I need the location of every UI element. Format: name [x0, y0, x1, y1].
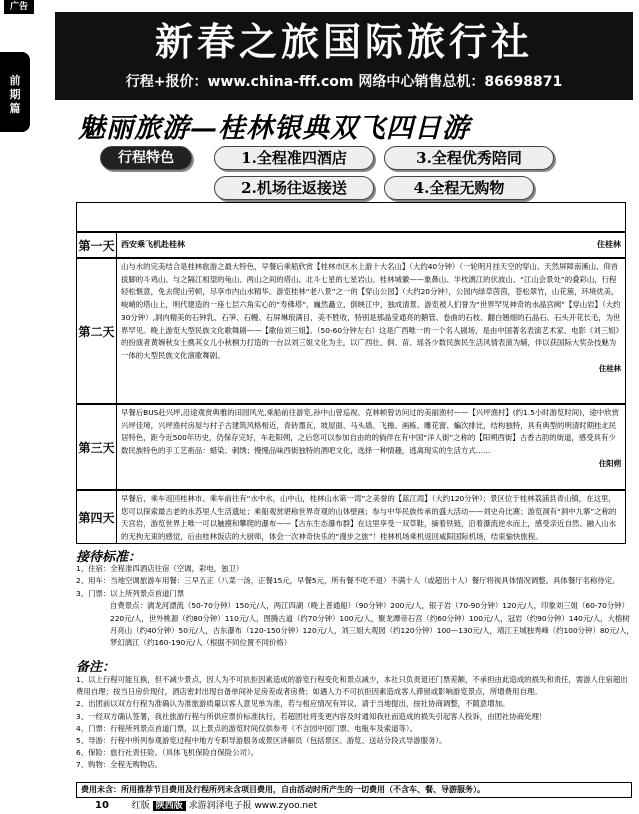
feature-item: 3.全程优秀陪同	[384, 146, 554, 170]
day-text: 早餐后，乘车返回桂林市。乘车前往有“水中水，山中山，桂林山水第一湾”之美誉的【蓝江湾】（大约120分钟）；景区位于桂林荔浦县青山镇，在这里，您可以探索最古老的永苏里人生活遗址；乘船观赏堪称世界奇观的山体壁画；参与中华民族传承的盛大活动——刘史舟比赛；游览洞有“洞中九寨”之称的天宫岩，游览世界上唯一可以触摸和攀爬的瀑布——【古东生态瀑布群】在这里享受一双草鞋，摘着铁链，沿着瀑流逆水而上，感受亲近自然、融入山水的无拘无束的感觉，后由桂林饭店的大厨师，体会一次神奇快乐的“漫步之旅”！桂林机场乘机返回咸阳国际机场，结束愉快旅程。	[121, 494, 617, 542]
day-label: 第一天	[77, 233, 117, 257]
note-item: 5、导游：行程中所列参观游览过程中地方专职导游服务或景区讲解员（包括景区、游览、送站分段式导游服务）。	[76, 736, 447, 746]
day-hotel: 住桂林	[597, 239, 621, 249]
excluded-costs-bar: 费用未含：所用推荐节目费用及行程所列未含项目费用，自由活动时所产生的一切费用（不含车、餐、导游服务）。	[76, 782, 632, 798]
day-text: 西安乘飞机赴桂林	[121, 239, 185, 249]
day-description	[117, 259, 625, 403]
edition-label: 红版	[131, 801, 150, 811]
day-label: 第三天	[77, 405, 117, 489]
standards-list	[76, 563, 636, 650]
day-description	[117, 491, 625, 543]
footer-slogan: 求游润泽电子报 www.zyoo.net	[188, 801, 318, 811]
standard-item: 3、门票：以上所列景点首道门票	[76, 588, 185, 598]
day-hotel: 住阳朔	[598, 458, 621, 468]
notes-list	[76, 674, 632, 772]
standard-item: 自费景点：漓龙河漂流（50-70分钟）150元/人，两江四湖（晚上普通船）（90分钟）200元/人，银子岩（70-90分钟）120元/人，印象刘三姐（60-70分钟）220元/人，世外桃源（约80分钟）110元/人，图腾古道（约70分钟）100元/人，聚龙潭帝石宫（约60分钟）100元/人，冠岩（约90分钟）140元/人，大榕树月亮山（约40分钟）50元/人，古东瀑布（120-150分钟）120元/人，刘三姐大观园（约120分钟）100—130元/人，靖江王城独秀峰（约100分钟）80元/人，梦幻漓江（约160-190元/人（根据不同位置不同价格）	[110, 601, 634, 648]
note-item: 1、以上行程可能互换，但不减少景点，因人为不可抗拒因素造成的游览行程变化和景点减少，本社只负责退还门票差额，不承担由此造成的损失和责任，需游人住宿超出费用自理；按当日房价现付，酒店密封出现自备单间补足房差或者房费；如遇人力不可抗拒因素造成客人滞留或影响游览景点，所增费用自理。	[76, 675, 628, 697]
day-description	[117, 405, 625, 489]
edition-brand: 陕西版	[153, 801, 186, 811]
itinerary-day	[76, 490, 626, 544]
itinerary-day	[76, 258, 626, 404]
note-item: 4、门票：行程所列景点首道门票，以上景点的游览时间仅供参考（不含园中园门票、电瓶车及索道等）。	[76, 723, 417, 733]
note-item: 7、购物：全程无购物店。	[76, 760, 163, 770]
note-item: 2、出团前以双方行程为准确认为准旅游质量以客人意见单为准，若与相应情况有异议，请于当地提出，按社协商调整，不随意增加。	[76, 699, 510, 709]
day-description	[117, 233, 625, 257]
standard-item: 1、住宿：全程准四酒店住宿（空调，彩电，独卫）	[76, 564, 244, 573]
note-item: 3、一经双方确认签署，我社旅游行程与所供应票价标准执行，若超团社将变更内容及时通知我社而造成的损失引起客人投诉，由团社协商处理！	[76, 711, 547, 721]
agency-contact: 行程+报价：www.china-fff.com 网络中心销售总机：86698871	[125, 74, 563, 90]
feature-item: 2.机场往返接送	[214, 176, 374, 200]
notes-title: 备注：	[76, 660, 116, 675]
section-side-tab: 前 期 篇	[0, 52, 30, 132]
feature-item: 4.全程无购物	[384, 176, 534, 200]
page-number: 10	[95, 800, 109, 811]
standard-item: 2、用车：当地空调旅游车用餐：三早五正（八菜一汤，正餐15元，早餐5元，所有餐不吃不退）不满十人（或超出十人）餐厅将视具体情况调整。具体餐厅名称待定。	[76, 576, 620, 586]
standards-title: 接待标准：	[76, 550, 142, 565]
agency-name: 新春之旅国际旅行社	[154, 19, 533, 64]
day-label: 第四天	[77, 491, 117, 543]
features-label: 行程特色	[100, 146, 192, 170]
route-title: 魅丽旅游—桂林银典双飞四日游	[78, 113, 470, 144]
feature-item: 1.全程准四酒店	[214, 146, 374, 170]
itinerary-day	[76, 404, 626, 490]
day-label: 第二天	[77, 259, 117, 403]
itinerary-day	[76, 232, 626, 258]
day-hotel: 住桂林	[598, 363, 621, 373]
note-item: 6、保险：旅行社责任险。（具体飞机保险自保险公司）。	[76, 748, 259, 758]
day-text: 山与水的完美结合是桂林旅游之最大特色，早餐后乘船欣赏【桂林市区水上游十大名山】（大约40分钟）（一轮明月挂天空的穿山、天然屏障南溪山、仰首拔脚的斗鸡山、与之隔江相望的龟山、两山之间的塔山、北斗七星的七星岩山、桂林城徽——象鼻山、半枕漓江的伏波山、“江山会景处”的叠彩山，行程轻松惬意，免去爬山劳顿，尽享市内山水精华。游览桂林“老八景”之一的【穿山公园】（大约20分钟），公园内绿草茵茵，苍松翠竹，山花簇，环境优美，峻峭的塔山上，明代建造的一座七层六角实心的“寿佛塔”，巍然矗立，倒映江中，独成清景。游览被人们誉为“世界罕见神奇的水晶宫阙”【穿山岩】（大约30分钟）,洞内精美的石钟乳、石笋、石幔、石屏琳琅满目，美不胜收，特别是那晶莹通亮的鹅管、卷曲的石枝、翻白翘细的石晶石、石头开花长毛，为世界罕见。晚上游览大型民族文化歌舞剧——【歌仙刘三姐】。（50-60分钟左右）这是广西唯一的一个名人剧场，是由中国著名表演艺术家、电影《刘三姐》的扮演者黄婉秋女士携其女儿小秋桐力打造的一台以刘三姐文化为主，以广西壮、侗、苗、瑶各少数民族民生活风情表演为辅，伴以获国际大奖杂技魅为一体的大型民族文化演歌舞剧。	[121, 262, 621, 360]
blank-box	[76, 202, 626, 232]
ad-tag: 广告	[4, 0, 34, 14]
day-text: 早餐后BUS赴兴坪,沿途观赏典雅的田园风光,乘船前往游览,孙中山曾巡视、克林顿曾访问过的美丽渔村——【兴坪渔村】(约1.5小时游览时间)，途中欣赏兴坪佳境，兴坪渔村房屋与村子古建筑风格相近，青砖墨瓦，坡屋面、马头墙、飞檐、画栋、雕花窗、蝙次排比，结构独特，具有典型的明清时期桂北民居特色，距今近500年历史，仍保存完好，车赴阳朔，之后您可以参加自由的的倘佯在有中国“洋人街”之称的【阳朔西街】古香古韵的街道，感受具有少数民族特色的手工艺術品：蜡染、刺绣；慢慢品味西街独特的酒吧文化，选择一种情趣，逃离现实的生活方式……	[121, 408, 619, 456]
page-footer	[95, 800, 317, 812]
agency-header	[55, 12, 633, 100]
